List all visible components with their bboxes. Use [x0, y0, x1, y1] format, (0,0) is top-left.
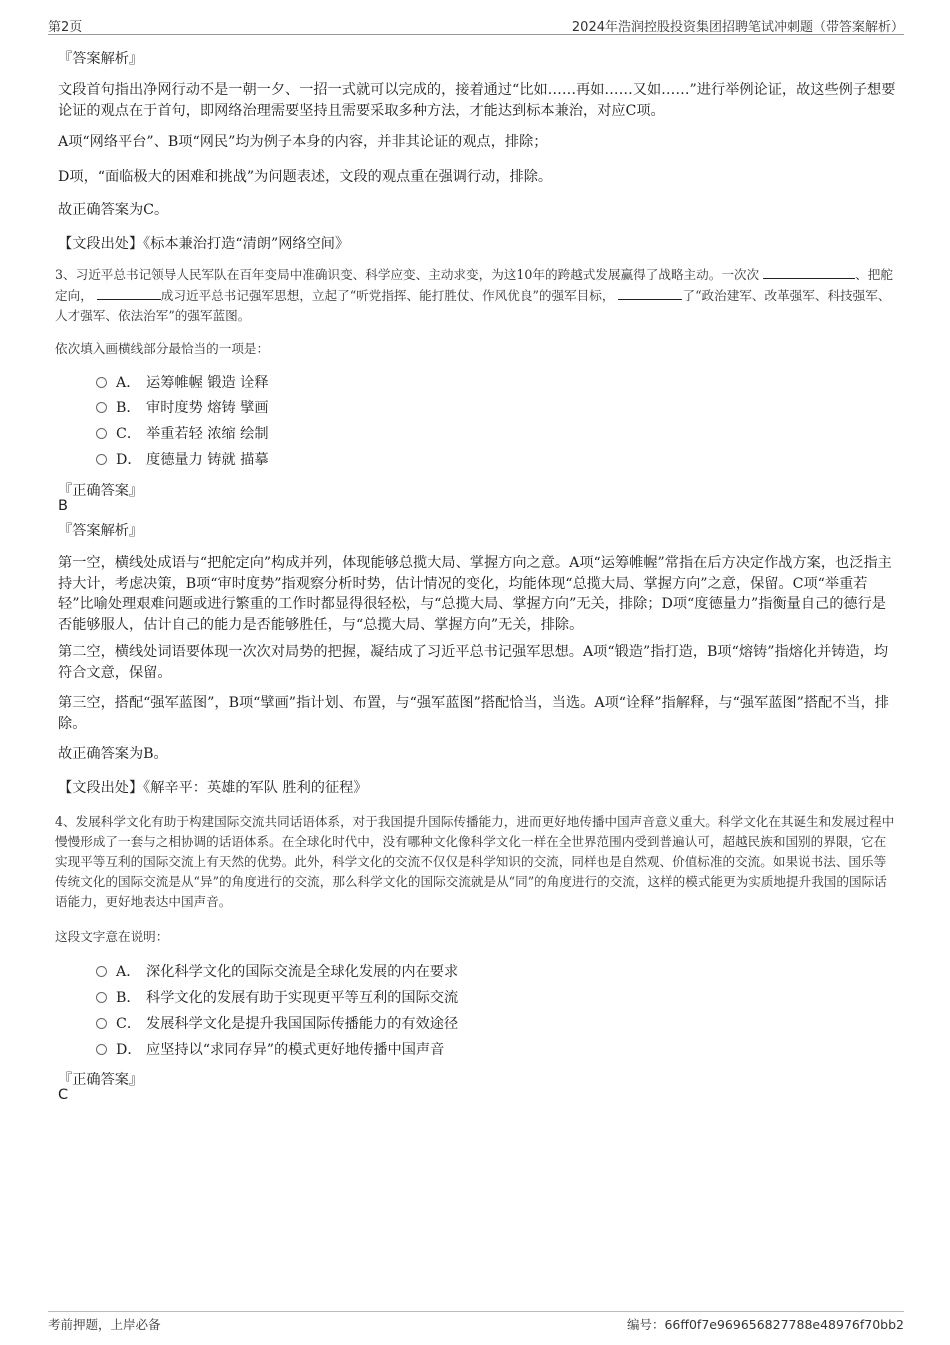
q3-option-a-text: 运筹帷幄 锻造 诠释: [146, 375, 269, 391]
q3-option-b-text: 审时度势 熔铸 擘画: [146, 400, 269, 416]
q3-option-c-letter: C．: [116, 426, 142, 442]
q3-analysis-paragraph-1: 第一空，横线处成语与“把舵定向”构成并列，体现能够总揽大局、掌握方向之意。A项“运筹帷幄”常指在后方决定作战方案，也泛指主持大计，考虑决策，B项“审时度势”指观察分析时势，估计情况的变化，均能体现“总揽大局、掌握方向”之意，保留。C项“举重若轻”比喻处理艰难问题或进行繁重的工作时都显得很轻松，与“总揽大局、掌握方向”无关，排除；D项“度德量力”指衡量自己的德行是否能够服人，估计自己的能力是否能够胜任，与“总揽大局、掌握方向”无关，排除。: [58, 555, 892, 633]
q2-analysis-paragraph-3: D项，“面临极大的困难和挑战”为问题表述，文段的观点重在强调行动，排除。: [58, 169, 553, 185]
q3-correct-answer: B: [58, 498, 68, 514]
radio-icon[interactable]: [96, 1018, 107, 1029]
q3-source: 【文段出处】《解辛平：英雄的军队 胜利的征程》: [58, 780, 368, 796]
q2-analysis-paragraph-2: A项“网络平台”、B项“网民”均为例子本身的内容，并非其论证的观点，排除；: [58, 134, 548, 150]
q4-option-d-text: 应坚持以“求同存异”的模式更好地传播中国声音: [146, 1042, 445, 1058]
q3-option-d-text: 度德量力 铸就 描摹: [146, 452, 269, 468]
q2-analysis-label: 『答案解析』: [58, 51, 144, 67]
q3-option-b-letter: B．: [116, 400, 141, 416]
radio-icon[interactable]: [96, 428, 107, 439]
q4-option-b-letter: B．: [116, 990, 141, 1006]
q4-correct-answer: C: [58, 1087, 69, 1103]
q3-stem-part-2: 、把舵定向，: [55, 267, 893, 303]
radio-icon[interactable]: [96, 992, 107, 1003]
q4-option-b[interactable]: [96, 988, 458, 1008]
document-title: 2024年浩润控股投资集团招聘笔试冲刺题（带答案解析）: [571, 20, 904, 35]
q4-prompt: 这段文字意在说明：: [55, 929, 169, 944]
q2-analysis-paragraph-4: 故正确答案为C。: [58, 202, 169, 218]
q4-correct-label: 『正确答案』: [58, 1072, 144, 1088]
q3-option-c[interactable]: [96, 424, 269, 444]
q3-stem-part-3: 成习近平总书记强军思想，立起了“听党指挥、能打胜仗、作风优良”的强军目标，: [160, 288, 615, 303]
q3-option-a[interactable]: [96, 373, 269, 393]
document-serial-number: 编号：66ff0f7e969656827788e48976f70bb2: [626, 1317, 904, 1332]
radio-icon[interactable]: [96, 377, 107, 388]
q3-analysis-paragraph-3: 第三空，搭配“强军蓝图”，B项“擘画”指计划、布置，与“强军蓝图”搭配恰当，当选。A项“诠释”指解释，与“强军蓝图”搭配不当，排除。: [58, 695, 889, 732]
q4-stem: 4、发展科学文化有助于构建国际交流共同话语体系，对于我国提升国际传播能力，进而更好地传播中国声音意义重大。科学文化在其诞生和发展过程中慢慢形成了一套与之相协调的话语体系。在全球化时代中，没有哪种文化像科学文化一样在全世界范围内受到普遍认可，超越民族和国别的界限，它在实现平等互利的国际交流上有天然的优势。此外，科学文化的交流不仅仅是科学知识的交流，同样也是自然观、价值标准的交流。如果说书法、国乐等传统文化的国际交流是从“异”的角度进行的交流，那么科学文化的国际交流就是从“同”的角度进行的交流，这样的模式能更为实质地提升我国的国际话语能力，更好地表达中国声音。: [55, 814, 895, 909]
q2-source: 【文段出处】《标本兼治打造“清朗”网络空间》: [58, 236, 350, 252]
q4-option-c[interactable]: [96, 1014, 458, 1034]
q3-blank-2: [97, 285, 161, 300]
radio-icon[interactable]: [96, 966, 107, 977]
radio-icon[interactable]: [96, 454, 107, 465]
q3-option-d-letter: D．: [116, 452, 142, 468]
q4-option-d-letter: D．: [116, 1042, 142, 1058]
q4-option-c-letter: C．: [116, 1016, 142, 1032]
q3-option-d[interactable]: [96, 450, 269, 470]
q4-option-a-text: 深化科学文化的国际交流是全球化发展的内在要求: [146, 964, 459, 980]
q4-option-a-letter: A．: [116, 964, 141, 980]
page-number: 第2页: [48, 20, 83, 35]
q4-option-c-text: 发展科学文化是提升我国国际传播能力的有效途径: [146, 1016, 459, 1032]
footer-slogan: 考前押题，上岸必备: [48, 1317, 161, 1332]
q2-analysis-paragraph-1: 文段首句指出净网行动不是一朝一夕、一招一式就可以完成的，接着通过“比如……再如……又如……”进行举例论证，故这些例子想要论证的观点在于首句，即网络治理需要坚持且需要采取多种方法，才能达到标本兼治，对应C项。: [58, 82, 896, 119]
q3-option-b[interactable]: [96, 398, 269, 418]
q3-stem-part-1: 3、习近平总书记领导人民军队在百年变局中准确识变、科学应变、主动求变，为这10年的跨越式发展赢得了战略主动。一次次: [55, 267, 760, 282]
q3-analysis-paragraph-2: 第二空，横线处词语要体现一次次对局势的把握，凝结成了习近平总书记强军思想。A项“锻造”指打造，B项“熔铸”指熔化并铸造，均符合文意，保留。: [58, 644, 889, 681]
q3-correct-label: 『正确答案』: [58, 483, 144, 499]
q3-blank-3: [618, 285, 682, 300]
page-footer: [48, 1311, 904, 1332]
q4-option-b-text: 科学文化的发展有助于实现更平等互利的国际交流: [146, 990, 459, 1006]
q3-blank-1: [763, 264, 855, 279]
q3-option-a-letter: A．: [116, 375, 141, 391]
radio-icon[interactable]: [96, 1044, 107, 1055]
q4-option-d[interactable]: [96, 1040, 444, 1060]
radio-icon[interactable]: [96, 402, 107, 413]
q3-analysis-paragraph-4: 故正确答案为B。: [58, 746, 168, 762]
q3-prompt: 依次填入画横线部分最恰当的一项是：: [55, 341, 270, 356]
page-header: [48, 12, 904, 35]
q4-option-a[interactable]: [96, 962, 458, 982]
q3-option-c-text: 举重若轻 浓缩 绘制: [146, 426, 269, 442]
q3-analysis-label: 『答案解析』: [58, 523, 144, 539]
q3-stem: [55, 264, 897, 326]
q3-stem-part-4: 了“政治建军、改革强军、科技强军、人才强军、依法治军”的强军蓝图。: [55, 288, 891, 323]
